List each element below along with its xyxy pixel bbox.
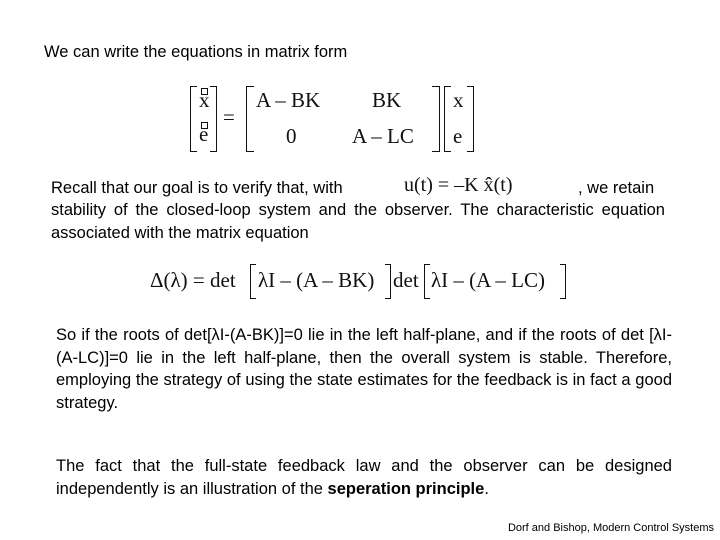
footer-citation: Dorf and Bishop, Modern Control Systems	[507, 522, 714, 534]
matrix-bk: BK	[372, 88, 402, 112]
det-term-lc: λI – (A – LC)	[431, 268, 546, 292]
control-law: u(t) = –K x̂(t)	[404, 174, 513, 196]
matrix-a-minus-lc: A – LC	[352, 124, 414, 148]
recall-paragraph: stability of the closed-loop system and the observer. The characteristic equation associated with the matrix equation	[51, 201, 665, 242]
separation-paragraph: The fact that the full-state feedback law and the observer can be designed independently is an illustration of the seperation principle.	[56, 457, 672, 498]
equals-sign: =	[223, 105, 235, 129]
recall-start: Recall that our goal is to verify that, with	[51, 179, 343, 197]
lhs-e-dot: e	[199, 122, 209, 146]
rhs-e: e	[453, 124, 463, 148]
det-term-bk: λI – (A – BK)	[258, 268, 375, 292]
matrix-zero: 0	[286, 124, 297, 148]
lhs-x-dot: x	[199, 88, 210, 112]
intro-text: We can write the equations in matrix form	[44, 43, 348, 61]
delta-lambda-det: Δ(λ) = det	[150, 268, 236, 292]
stability-paragraph: So if the roots of det[λI-(A-BK)]=0 lie in the left half-plane, and if the roots of det [λI-(A-LC)]=0 lie in the left half-plane, then the overall system is stable. Therefore, employing the strategy of using the state estimates for the feedback is in fact a good strategy.	[56, 326, 672, 412]
rhs-x: x	[453, 88, 464, 112]
matrix-a-minus-bk: A – BK	[256, 88, 321, 112]
separation-principle-term: seperation principle	[327, 479, 485, 498]
det-label: det	[393, 268, 419, 292]
recall-end: , we retain	[578, 179, 655, 197]
